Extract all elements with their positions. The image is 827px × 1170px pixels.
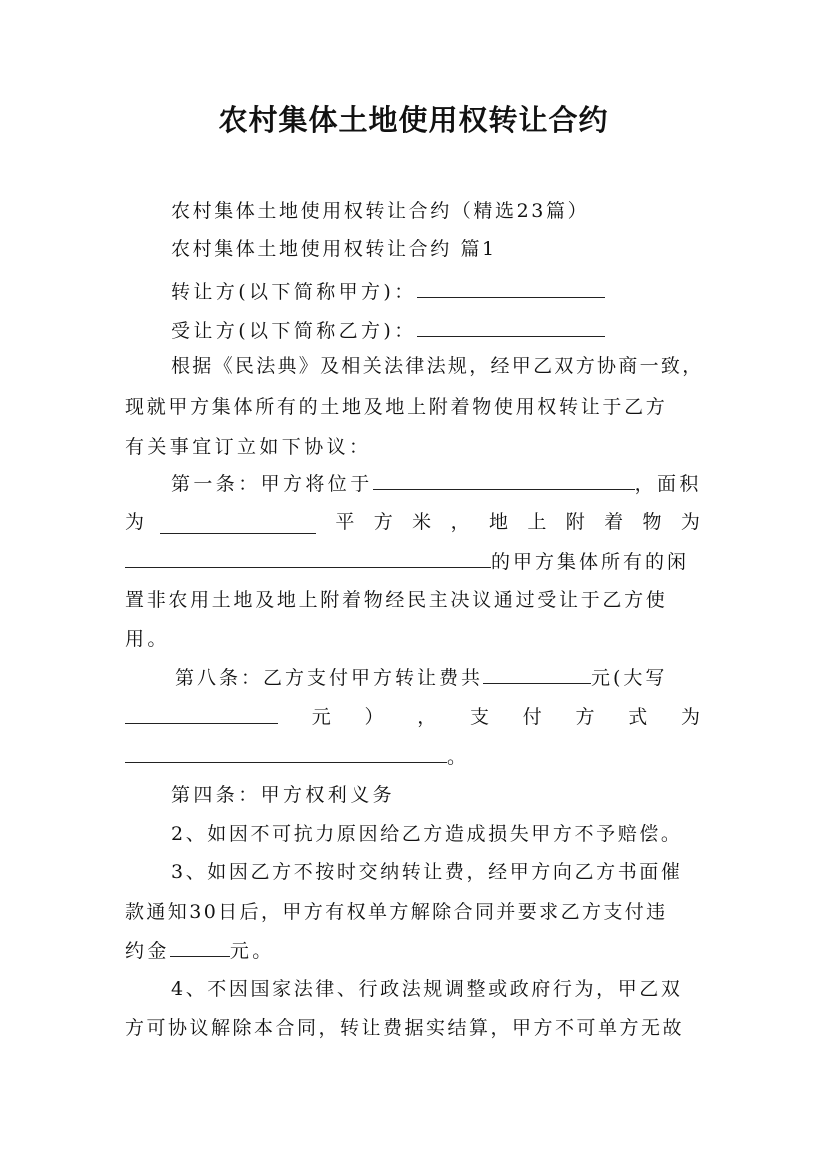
- article1-line-4: 置非农用土地及地上附着物经民主决议通过受让于乙方使: [125, 589, 668, 611]
- article1-text-c: 的甲方集体所有的闲: [491, 551, 690, 573]
- transferor-blank: [417, 279, 605, 298]
- payment-method-blank: [125, 744, 447, 763]
- article8-word-3: ，: [417, 706, 437, 728]
- attachment-blank: [125, 549, 491, 568]
- area-blank: [160, 515, 316, 534]
- article8-line-1: [175, 665, 667, 690]
- article1-line-5: 用。: [125, 628, 170, 650]
- article1-word-9: 着: [604, 511, 624, 533]
- penalty-blank: [170, 938, 230, 957]
- intro-line-1: 根据《民法典》及相关法律法规，经甲乙双方协商一致，: [171, 355, 704, 377]
- article1-word-6: 地: [488, 511, 508, 533]
- article1-word-10: 物: [642, 511, 662, 533]
- item3-line-2: 款通知30日后，甲方有权单方解除合同并要求乙方支付违: [125, 901, 668, 923]
- article1-word-8: 附: [565, 511, 585, 533]
- fee-uppercase-blank: [125, 705, 278, 724]
- article1-line-3: [125, 549, 689, 574]
- article1-word-2: 平: [335, 511, 355, 533]
- article1-line-2: [125, 510, 700, 534]
- article8-word-8: 为: [680, 706, 700, 728]
- article1-text-a: 第一条：甲方将位于: [171, 473, 373, 495]
- item4-line-1: 4、不因国家法律、行政法规调整或政府行为，甲乙双: [171, 978, 683, 1000]
- transferor-line: [171, 279, 605, 304]
- article8-word-1: 元: [311, 706, 331, 728]
- article1-word-11: 为: [680, 511, 700, 533]
- item4-line-2: 方可协议解除本合同，转让费据实结算，甲方不可单方无故: [125, 1017, 685, 1039]
- article1-area-group: [125, 510, 316, 534]
- article1-word-wei: 为: [125, 511, 145, 533]
- intro-line-2: 现就甲方集体所有的土地及地上附着物使用权转让于乙方: [125, 396, 668, 418]
- intro-line-3: 有关事宜订立如下协议：: [125, 436, 372, 458]
- transferee-label: 受让方(以下简称乙方)：: [171, 320, 417, 342]
- article8-line-3: [125, 744, 469, 769]
- article8-word-2: ）: [364, 706, 384, 728]
- part-line: 农村集体土地使用权转让合约 篇1: [171, 238, 497, 260]
- transferee-line: [171, 318, 605, 343]
- article4-heading: 第四条：甲方权利义务: [171, 784, 396, 806]
- item3-text-a: 约金: [125, 940, 170, 962]
- article8-word-7: 式: [628, 706, 648, 728]
- article1-word-7: 上: [527, 511, 547, 533]
- article1-line-1: [171, 471, 702, 496]
- location-blank: [373, 471, 635, 490]
- article1-word-5: ，: [450, 511, 470, 533]
- item3-line-1: 3、如因乙方不按时交纳转让费，经甲方向乙方书面催: [171, 861, 683, 883]
- document-title: 农村集体土地使用权转让合约: [218, 103, 609, 137]
- transferee-blank: [417, 318, 605, 337]
- article8-line-2: [125, 705, 700, 729]
- article8-end: 。: [447, 746, 470, 768]
- article8-word-4: 支: [469, 706, 489, 728]
- fee-blank: [483, 665, 591, 684]
- item2-line: 2、如因不可抗力原因给乙方造成损失甲方不予赔偿。: [171, 823, 683, 845]
- article8-word-5: 付: [522, 706, 542, 728]
- article8-text-a: 第八条：乙方支付甲方转让费共: [175, 667, 484, 689]
- article8-text-b: 元(大写: [591, 667, 668, 689]
- article1-text-b: ，面积: [634, 473, 702, 495]
- article1-word-3: 方: [373, 511, 393, 533]
- item3-line-3: [125, 938, 275, 963]
- transferor-label: 转让方(以下简称甲方)：: [171, 281, 417, 303]
- article1-word-4: 米: [412, 511, 432, 533]
- heading-line: 农村集体土地使用权转让合约（精选23篇）: [171, 200, 590, 222]
- article8-word-6: 方: [575, 706, 595, 728]
- item3-text-b: 元。: [229, 940, 275, 962]
